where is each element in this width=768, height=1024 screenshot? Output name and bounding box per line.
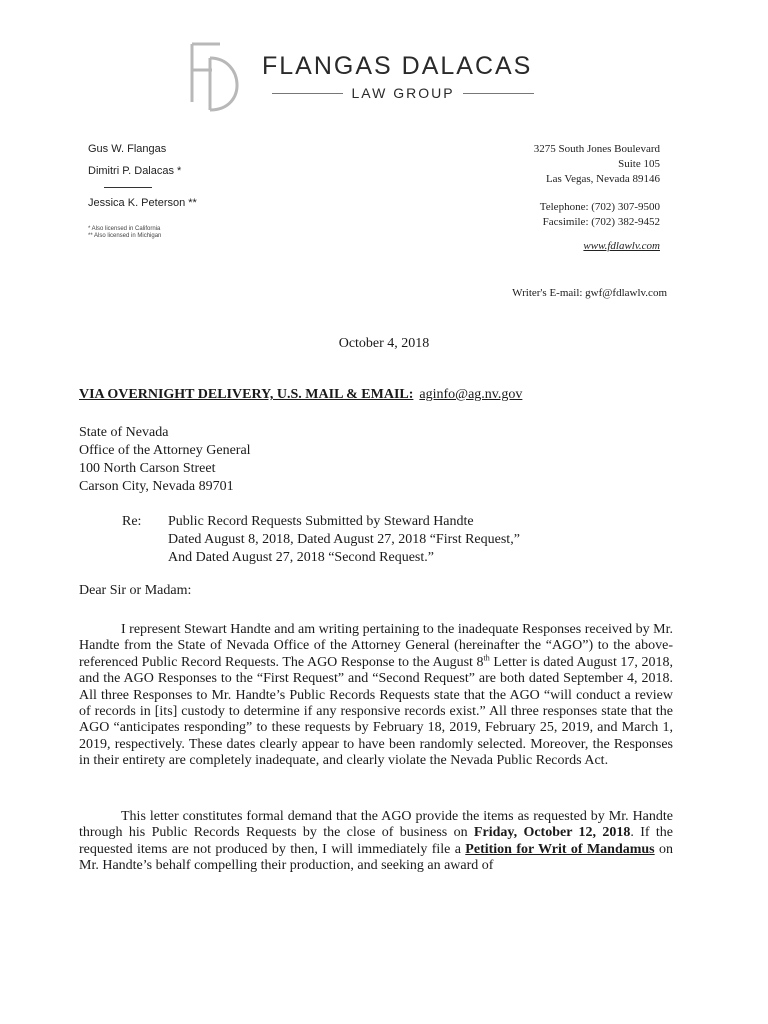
petition-for-writ-text: Petition for Writ of Mandamus [465,841,655,857]
firm-name: FLANGAS DALACAS [262,52,533,80]
letter-date: October 4, 2018 [338,336,430,351]
paragraph-text: I represent Stewart Handte and am writing pertaining to the inadequate Responses received by Mr. Handte from the State of Nevada Office of the Attorney General (hereinafter the “AGO”) to the above-referenced Public Record Requests. The AGO Response to the August 8 [79,622,673,670]
address-street: 3275 South Jones Boulevard [533,143,660,155]
delivery-method: VIA OVERNIGHT DELIVERY, U.S. MAIL & EMAIL: [79,387,414,402]
paragraph-text: Letter is dated August 17, 2018, and the AGO Responses to the “First Request” and “Second Request” are both dated September 4, 2018. All three Responses to Mr. Handte’s Public Records Requests state that the AGO “will conduct a review of records in [its] custody to determine if any responsive records exist.” All three responses state that the AGO “anticipates responding” to these requests by February 18, 2019, February 25, 2019, and March 1, 2019, respectively. These dates clearly appear to have been randomly selected. Moreover, the Responses in their entirety are completely inadequate, and clearly violate the Nevada Public Records Act. [79,654,673,769]
attorney-name: Jessica K. Peterson ** [88,197,197,209]
attorney-divider [104,187,152,188]
superscript: th [483,653,490,663]
deadline-date: Friday, October 12, 2018 [473,825,631,841]
address-city: Las Vegas, Nevada 89146 [545,173,660,185]
re-line: And Dated August 27, 2018 “Second Request.” [168,550,434,565]
subtitle-rule-left [272,93,343,94]
recipient-line: State of Nevada [79,425,169,440]
delivery-line [79,387,522,403]
firm-subtitle [272,84,534,102]
paragraph-text: . If the requested items are not produced by then, I will immediately file a [79,825,673,857]
re-line: Public Record Requests Submitted by Steward Handte [168,514,474,529]
license-note: ** Also licensed in Michigan [88,233,162,239]
firm-monogram-logo [186,40,250,112]
recipient-line: Carson City, Nevada 89701 [79,479,234,494]
attorney-name: Gus W. Flangas [88,143,167,155]
recipient-line: Office of the Attorney General [79,443,251,458]
facsimile: Facsimile: (702) 382-9452 [542,216,660,228]
address-suite: Suite 105 [618,158,660,170]
writer-email: Writer's E-mail: gwf@fdlawlv.com [512,287,667,299]
recipient-line: 100 North Carson Street [79,461,216,476]
license-note: * Also licensed in California [88,226,161,232]
paragraph-text: on Mr. Handte’s behalf compelling their production, and seeking an award of [79,841,674,874]
firm-subtitle-text: LAW GROUP [351,85,455,101]
re-line: Dated August 8, 2018, Dated August 27, 2018 “First Request,” [168,532,520,547]
telephone: Telephone: (702) 307-9500 [539,201,660,213]
delivery-email-link[interactable]: aginfo@ag.nv.gov [419,387,523,402]
website-link[interactable]: www.fdlawlv.com [583,240,660,252]
body-paragraph-1 [79,622,673,770]
subtitle-rule-right [463,93,534,94]
re-label: Re: [122,514,142,529]
paragraph-text: This letter constitutes formal demand that the AGO provide the items as requested by Mr. Handte through his Public Records Requests by the close of business on [79,809,673,841]
body-paragraph-2 [79,809,673,875]
salutation: Dear Sir or Madam: [79,583,192,598]
attorney-name: Dimitri P. Dalacas * [88,165,182,177]
